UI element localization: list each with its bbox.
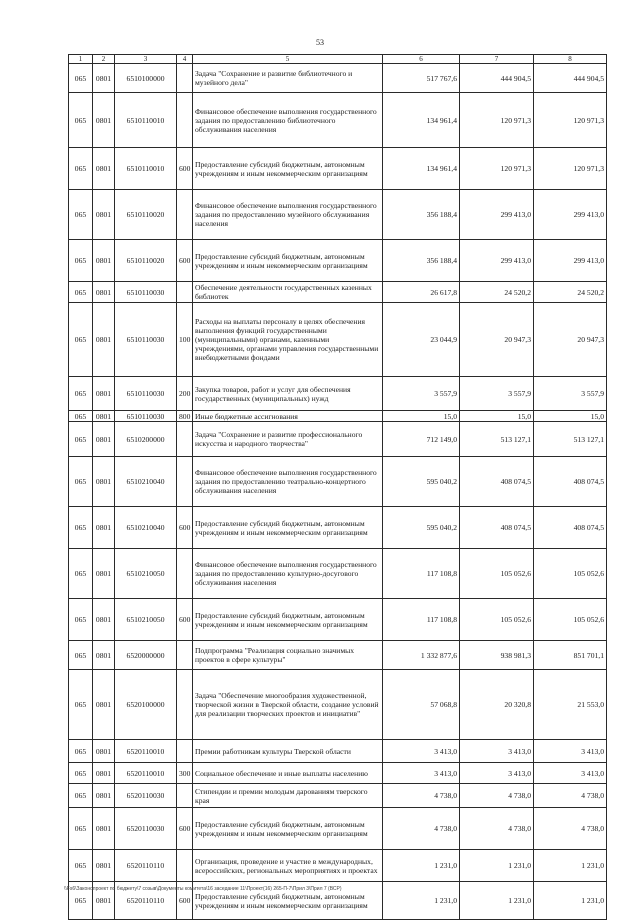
cell-v2: 938 981,3: [460, 641, 534, 670]
cell-rz: 0801: [93, 599, 115, 641]
cell-name: Финансовое обеспечение выполнения государственного задания по предоставлению музейного обслуживания населения: [193, 190, 383, 240]
cell-name: Финансовое обеспечение выполнения государственного задания по предоставлению культурно-досугового обслуживания населения: [193, 549, 383, 599]
cell-name: Премии работникам культуры Тверской области: [193, 740, 383, 763]
table-row: [69, 507, 607, 549]
table-row: [69, 64, 607, 93]
cell-name: Организация, проведение и участие в международных, всероссийских, региональных мероприятиях и проектах: [193, 850, 383, 882]
cell-rz: 0801: [93, 377, 115, 411]
cell-csr: 6510110030: [115, 411, 177, 422]
cell-vr: [177, 850, 193, 882]
cell-csr: 6510110020: [115, 240, 177, 282]
table-row: [69, 549, 607, 599]
cell-vr: [177, 64, 193, 93]
cell-vr: [177, 93, 193, 148]
page-number: 53: [316, 38, 324, 47]
cell-rz: 0801: [93, 190, 115, 240]
cell-rz: 0801: [93, 411, 115, 422]
cell-v1: 23 044,9: [383, 303, 460, 377]
cell-v1: 117 108,8: [383, 549, 460, 599]
cell-v3: 20 947,3: [534, 303, 607, 377]
table-row: [69, 784, 607, 808]
cell-csr: 6520110110: [115, 882, 177, 920]
footer-path: \\Fs6\Законопроект по бюджету\7 созыв\Документы комитета\16 заседание 11\Проект(16) 265-П-7\Прил 3\Прил 7 (ВСР): [64, 886, 342, 892]
cell-v3: 1 231,0: [534, 850, 607, 882]
cell-name: Задача "Сохранение и развитие профессионального искусства и народного творчества": [193, 422, 383, 457]
cell-v1: 595 040,2: [383, 457, 460, 507]
cell-v1: 1 231,0: [383, 882, 460, 920]
cell-v1: 117 108,8: [383, 599, 460, 641]
cell-gr: 065: [69, 411, 93, 422]
cell-v2: 513 127,1: [460, 422, 534, 457]
cell-csr: 6510110010: [115, 148, 177, 190]
table-row: [69, 377, 607, 411]
cell-v2: 120 971,3: [460, 93, 534, 148]
cell-name: Стипендии и премии молодым дарованиям тверского края: [193, 784, 383, 808]
cell-rz: 0801: [93, 93, 115, 148]
cell-name: Предоставление субсидий бюджетным, автономным учреждениям и иным некоммерческим организациям: [193, 148, 383, 190]
cell-v2: 299 413,0: [460, 240, 534, 282]
cell-rz: 0801: [93, 882, 115, 920]
cell-v2: 1 231,0: [460, 882, 534, 920]
cell-csr: 6510110030: [115, 303, 177, 377]
cell-csr: 6510110030: [115, 377, 177, 411]
column-header: 8: [534, 55, 607, 64]
cell-v2: 3 413,0: [460, 763, 534, 784]
cell-name: Предоставление субсидий бюджетным, автономным учреждениям и иным некоммерческим организациям: [193, 808, 383, 850]
cell-vr: [177, 422, 193, 457]
cell-csr: 6520110030: [115, 808, 177, 850]
cell-v3: 444 904,5: [534, 64, 607, 93]
cell-vr: [177, 190, 193, 240]
cell-v3: 105 052,6: [534, 549, 607, 599]
cell-csr: 6520110110: [115, 850, 177, 882]
table-row: [69, 411, 607, 422]
cell-v1: 134 961,4: [383, 148, 460, 190]
cell-csr: 6510200000: [115, 422, 177, 457]
cell-rz: 0801: [93, 763, 115, 784]
cell-v2: 299 413,0: [460, 190, 534, 240]
cell-rz: 0801: [93, 457, 115, 507]
cell-gr: 065: [69, 670, 93, 740]
cell-v2: 408 074,5: [460, 457, 534, 507]
cell-vr: [177, 641, 193, 670]
table-row: [69, 422, 607, 457]
cell-v1: 3 557,9: [383, 377, 460, 411]
cell-gr: 065: [69, 507, 93, 549]
cell-v1: 356 188,4: [383, 240, 460, 282]
cell-v1: 4 738,0: [383, 784, 460, 808]
cell-v3: 299 413,0: [534, 190, 607, 240]
cell-v3: 24 520,2: [534, 282, 607, 303]
cell-rz: 0801: [93, 740, 115, 763]
cell-rz: 0801: [93, 670, 115, 740]
table-row: [69, 93, 607, 148]
cell-gr: 065: [69, 282, 93, 303]
cell-gr: 065: [69, 377, 93, 411]
cell-v3: 15,0: [534, 411, 607, 422]
cell-vr: 600: [177, 808, 193, 850]
cell-vr: [177, 784, 193, 808]
cell-v2: 444 904,5: [460, 64, 534, 93]
cell-v1: 595 040,2: [383, 507, 460, 549]
cell-gr: 065: [69, 457, 93, 507]
column-header: 2: [93, 55, 115, 64]
cell-v2: 3 413,0: [460, 740, 534, 763]
budget-table: [68, 54, 607, 920]
cell-gr: 065: [69, 549, 93, 599]
cell-name: Подпрограмма "Реализация социально значимых проектов в сфере культуры": [193, 641, 383, 670]
cell-csr: 6520110010: [115, 740, 177, 763]
cell-gr: 065: [69, 240, 93, 282]
cell-rz: 0801: [93, 303, 115, 377]
cell-gr: 065: [69, 599, 93, 641]
cell-name: Расходы на выплаты персоналу в целях обеспечения выполнения функций государственными (муниципальными) органами, казенными учреждениями, органами управления государственными внебюджетными фондами: [193, 303, 383, 377]
cell-v2: 20 947,3: [460, 303, 534, 377]
cell-name: Предоставление субсидий бюджетным, автономным учреждениям и иным некоммерческим организациям: [193, 882, 383, 920]
cell-rz: 0801: [93, 549, 115, 599]
cell-v2: 105 052,6: [460, 599, 534, 641]
cell-v2: 120 971,3: [460, 148, 534, 190]
cell-v3: 120 971,3: [534, 93, 607, 148]
table-row: [69, 457, 607, 507]
cell-v1: 1 231,0: [383, 850, 460, 882]
cell-gr: 065: [69, 190, 93, 240]
cell-gr: 065: [69, 303, 93, 377]
cell-v3: 120 971,3: [534, 148, 607, 190]
cell-v3: 21 553,0: [534, 670, 607, 740]
cell-v1: 57 068,8: [383, 670, 460, 740]
cell-v3: 299 413,0: [534, 240, 607, 282]
cell-gr: 065: [69, 784, 93, 808]
cell-csr: 6520100000: [115, 670, 177, 740]
cell-vr: 600: [177, 240, 193, 282]
table-row: [69, 282, 607, 303]
table-row: [69, 240, 607, 282]
cell-csr: 6520110010: [115, 763, 177, 784]
cell-name: Задача "Сохранение и развитие библиотечного и музейного дела": [193, 64, 383, 93]
table-row: [69, 599, 607, 641]
column-header: 3: [115, 55, 177, 64]
cell-gr: 065: [69, 850, 93, 882]
cell-v2: 15,0: [460, 411, 534, 422]
table-row: [69, 763, 607, 784]
column-header: 7: [460, 55, 534, 64]
table-body: [69, 64, 607, 920]
cell-name: Предоставление субсидий бюджетным, автономным учреждениям и иным некоммерческим организациям: [193, 599, 383, 641]
cell-csr: 6510210050: [115, 599, 177, 641]
cell-rz: 0801: [93, 422, 115, 457]
cell-v3: 408 074,5: [534, 507, 607, 549]
cell-csr: 6510110020: [115, 190, 177, 240]
cell-gr: 065: [69, 882, 93, 920]
table-row: [69, 808, 607, 850]
cell-v2: 20 320,8: [460, 670, 534, 740]
cell-v1: 3 413,0: [383, 763, 460, 784]
cell-v2: 1 231,0: [460, 850, 534, 882]
cell-v2: 4 738,0: [460, 784, 534, 808]
cell-v1: 26 617,8: [383, 282, 460, 303]
cell-vr: [177, 740, 193, 763]
cell-rz: 0801: [93, 64, 115, 93]
cell-rz: 0801: [93, 282, 115, 303]
table-row: [69, 148, 607, 190]
table-row: [69, 850, 607, 882]
cell-rz: 0801: [93, 507, 115, 549]
table-row: [69, 190, 607, 240]
column-header: 6: [383, 55, 460, 64]
cell-csr: 6510110030: [115, 282, 177, 303]
cell-v1: 356 188,4: [383, 190, 460, 240]
cell-name: Обеспечение деятельности государственных казенных библиотек: [193, 282, 383, 303]
cell-v1: 15,0: [383, 411, 460, 422]
cell-csr: 6510110010: [115, 93, 177, 148]
cell-v2: 24 520,2: [460, 282, 534, 303]
column-header: 5: [193, 55, 383, 64]
cell-vr: 800: [177, 411, 193, 422]
cell-rz: 0801: [93, 641, 115, 670]
cell-rz: 0801: [93, 808, 115, 850]
column-header: 1: [69, 55, 93, 64]
cell-vr: [177, 670, 193, 740]
cell-name: Предоставление субсидий бюджетным, автономным учреждениям и иным некоммерческим организациям: [193, 507, 383, 549]
cell-v1: 3 413,0: [383, 740, 460, 763]
cell-vr: [177, 282, 193, 303]
cell-v1: 712 149,0: [383, 422, 460, 457]
cell-rz: 0801: [93, 784, 115, 808]
cell-vr: [177, 549, 193, 599]
cell-csr: 6510210050: [115, 549, 177, 599]
cell-v1: 517 767,6: [383, 64, 460, 93]
cell-name: Предоставление субсидий бюджетным, автономным учреждениям и иным некоммерческим организациям: [193, 240, 383, 282]
cell-vr: [177, 457, 193, 507]
cell-v2: 3 557,9: [460, 377, 534, 411]
cell-v3: 105 052,6: [534, 599, 607, 641]
cell-gr: 065: [69, 641, 93, 670]
cell-name: Социальное обеспечение и иные выплаты населению: [193, 763, 383, 784]
cell-vr: 300: [177, 763, 193, 784]
cell-csr: 6510100000: [115, 64, 177, 93]
cell-gr: 065: [69, 64, 93, 93]
column-header: 4: [177, 55, 193, 64]
cell-gr: 065: [69, 740, 93, 763]
cell-v1: 4 738,0: [383, 808, 460, 850]
cell-v3: 4 738,0: [534, 808, 607, 850]
cell-gr: 065: [69, 93, 93, 148]
cell-v3: 3 413,0: [534, 740, 607, 763]
table-row: [69, 740, 607, 763]
header-row: [69, 55, 607, 64]
cell-v3: 513 127,1: [534, 422, 607, 457]
cell-vr: 600: [177, 599, 193, 641]
cell-gr: 065: [69, 422, 93, 457]
cell-v2: 4 738,0: [460, 808, 534, 850]
cell-name: Задача "Обеспечение многообразия художественной, творческой жизни в Тверской области, создание условий для реализации творческих проектов и инициатив": [193, 670, 383, 740]
cell-vr: 600: [177, 882, 193, 920]
cell-v3: 1 231,0: [534, 882, 607, 920]
cell-csr: 6510210040: [115, 507, 177, 549]
cell-rz: 0801: [93, 240, 115, 282]
cell-v3: 3 557,9: [534, 377, 607, 411]
cell-gr: 065: [69, 763, 93, 784]
cell-v3: 851 701,1: [534, 641, 607, 670]
table-row: [69, 303, 607, 377]
cell-vr: 600: [177, 148, 193, 190]
cell-name: Иные бюджетные ассигнования: [193, 411, 383, 422]
cell-gr: 065: [69, 148, 93, 190]
cell-v2: 105 052,6: [460, 549, 534, 599]
cell-name: Финансовое обеспечение выполнения государственного задания по предоставлению театрально-концертного обслуживания населения: [193, 457, 383, 507]
cell-csr: 6520000000: [115, 641, 177, 670]
cell-name: Финансовое обеспечение выполнения государственного задания по предоставлению библиотечного обслуживания населения: [193, 93, 383, 148]
cell-csr: 6510210040: [115, 457, 177, 507]
cell-v3: 3 413,0: [534, 763, 607, 784]
cell-gr: 065: [69, 808, 93, 850]
cell-name: Закупка товаров, работ и услуг для обеспечения государственных (муниципальных) нужд: [193, 377, 383, 411]
cell-vr: 600: [177, 507, 193, 549]
cell-rz: 0801: [93, 148, 115, 190]
table-row: [69, 670, 607, 740]
cell-rz: 0801: [93, 850, 115, 882]
cell-v2: 408 074,5: [460, 507, 534, 549]
cell-vr: 100: [177, 303, 193, 377]
cell-vr: 200: [177, 377, 193, 411]
cell-v1: 1 332 877,6: [383, 641, 460, 670]
cell-v3: 4 738,0: [534, 784, 607, 808]
cell-csr: 6520110030: [115, 784, 177, 808]
table-row: [69, 641, 607, 670]
cell-v3: 408 074,5: [534, 457, 607, 507]
cell-v1: 134 961,4: [383, 93, 460, 148]
